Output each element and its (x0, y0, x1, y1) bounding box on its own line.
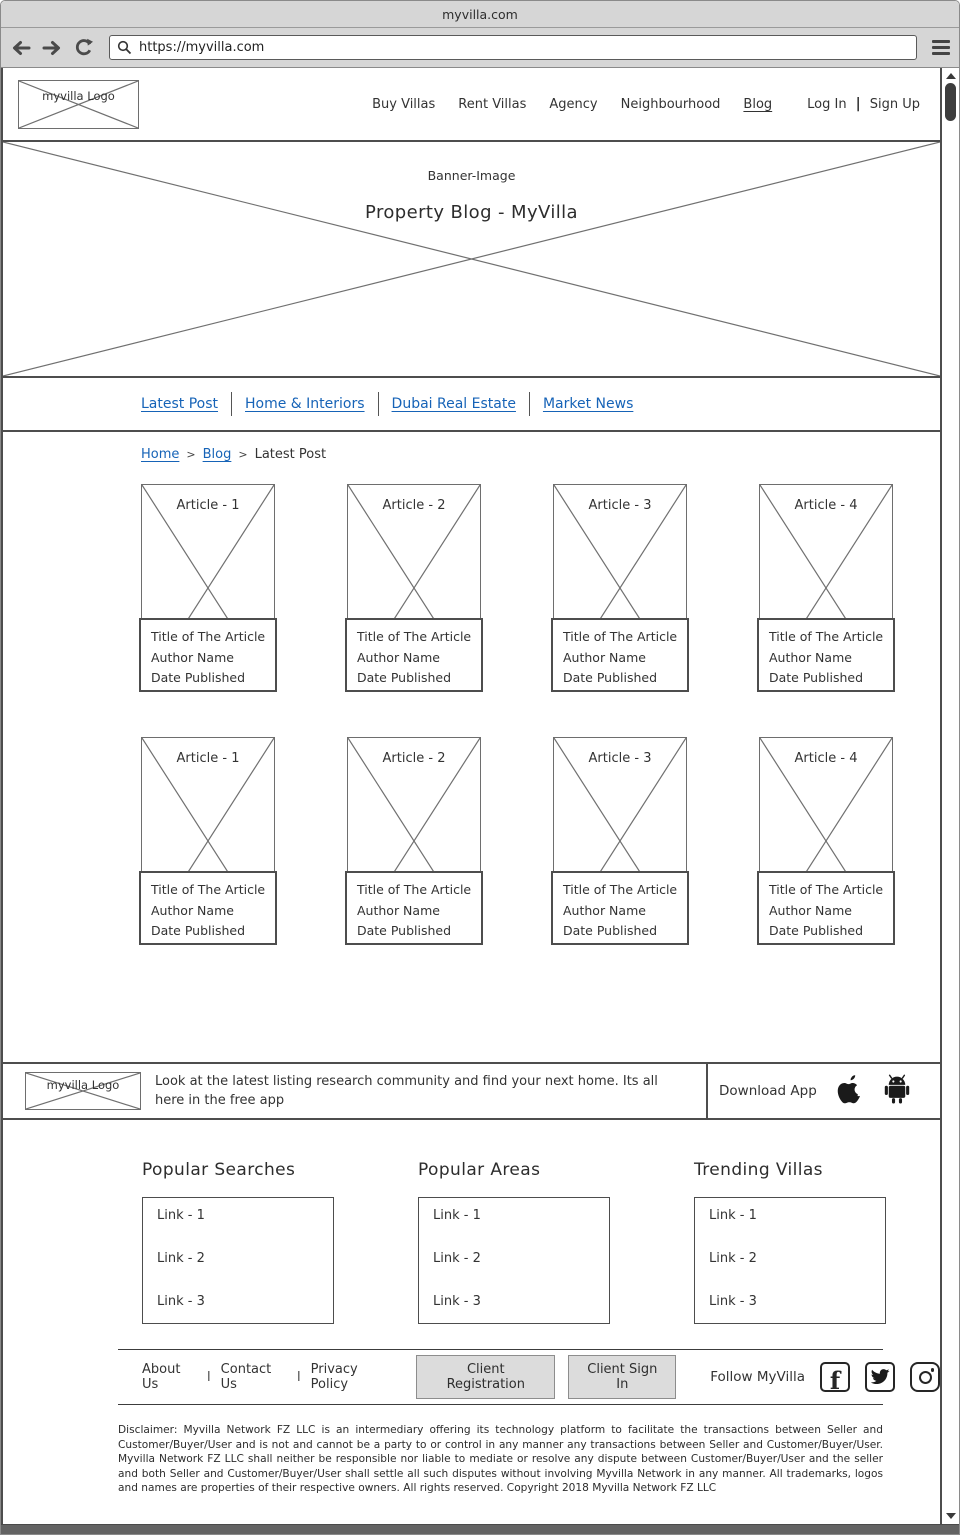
nav-item-buy-villas[interactable]: Buy Villas (372, 96, 436, 112)
article-placeholder-label: Article - 3 (588, 498, 652, 513)
article-info (757, 871, 895, 945)
tab-dubai-real-estate[interactable]: Dubai Real Estate (391, 396, 516, 412)
window-title: myvilla.com (442, 6, 518, 22)
app-strip-left (3, 1064, 708, 1118)
scroll-down-icon[interactable] (946, 1513, 956, 1519)
article-date: Date Published (563, 670, 658, 685)
article-card[interactable] (347, 737, 481, 945)
article-placeholder-label: Article - 4 (794, 751, 858, 766)
article-card[interactable] (553, 484, 687, 692)
article-author: Author Name (357, 902, 440, 918)
banner-image-placeholder (3, 140, 940, 378)
auth-divider: | (855, 96, 861, 112)
article-title[interactable]: Title of The Article (357, 882, 472, 897)
article-info (139, 871, 277, 945)
article-date: Date Published (357, 923, 452, 938)
app-strip-logo (25, 1072, 141, 1110)
main-nav (372, 97, 772, 112)
footer-columns (3, 1160, 940, 1324)
article-info (551, 871, 689, 945)
article-info (139, 618, 277, 692)
site-header (3, 68, 940, 140)
article-author: Author Name (151, 649, 234, 665)
url-text[interactable]: https://myvilla.com (139, 40, 265, 55)
follow-label: Follow MyVilla (710, 1369, 805, 1385)
footer-bar (3, 1350, 940, 1404)
footer-section-title: Popular Searches (142, 1160, 296, 1180)
article-author: Author Name (151, 902, 234, 918)
article-title[interactable]: Title of The Article (563, 882, 678, 897)
footer-link-box (418, 1197, 610, 1324)
article-info (757, 618, 895, 692)
article-date: Date Published (151, 670, 246, 685)
footer-link[interactable]: Link - 3 (709, 1294, 757, 1309)
article-card[interactable] (141, 737, 275, 945)
article-date: Date Published (563, 923, 658, 938)
breadcrumb-separator: > (238, 448, 248, 461)
legal-links (142, 1362, 393, 1392)
article-card[interactable] (759, 484, 893, 692)
article-title[interactable]: Title of The Article (769, 629, 884, 644)
footer-buttons (416, 1355, 676, 1399)
footer-link[interactable]: Link - 2 (709, 1251, 757, 1266)
back-icon[interactable] (10, 38, 32, 58)
breadcrumb (141, 447, 940, 462)
app-download-strip (3, 1062, 940, 1120)
footer-divider-bottom (118, 1404, 883, 1405)
nav-item-blog[interactable]: Blog (743, 96, 773, 112)
download-app-label: Download App (719, 1083, 817, 1099)
facebook-icon[interactable]: f (820, 1362, 850, 1392)
instagram-icon[interactable] (910, 1362, 940, 1392)
disclaimer-text: Disclaimer: Myvilla Network FZ LLC is an intermediary offering its technology platform to facilitate the transactions between Seller and Customer/Buyer/User and is not and cannot be a party to or control in any manner any transactions between Seller and Customer/Buyer/User. Myvilla Network FZ LLC shall neither be responsible nor liable to mediate or resolve any dispute between Customer/Buyer/User and the seller and both Seller and Customer/Buyer/User shall settle all such disputes without involving Myvilla Network in any manner. All trademarks, logos and names are properties of their respective owners. All rights reserved. Copyright 2018 Myvilla Network FZ LLC (118, 1424, 883, 1494)
contact-us-link[interactable]: Contact Us (220, 1362, 272, 1392)
breadcrumb-blog[interactable]: Blog (202, 447, 232, 462)
client-registration-button[interactable]: Client Registration (416, 1355, 555, 1399)
article-placeholder-label: Article - 1 (176, 498, 240, 513)
footer-link[interactable]: Link - 1 (709, 1208, 757, 1223)
breadcrumb-current: Latest Post (254, 447, 327, 462)
address-bar[interactable] (109, 35, 917, 60)
window-titlebar (1, 1, 959, 28)
article-title[interactable]: Title of The Article (151, 629, 266, 644)
article-author: Author Name (769, 649, 852, 665)
article-placeholder-label: Article - 3 (588, 751, 652, 766)
footer-link-box (694, 1197, 886, 1324)
nav-item-rent-villas[interactable]: Rent Villas (458, 96, 527, 112)
page (1, 68, 959, 1524)
breadcrumb-separator: > (186, 448, 196, 461)
app-strip-logo-label: myvilla Logo (46, 1078, 120, 1092)
article-card[interactable] (141, 484, 275, 692)
article-card[interactable] (553, 737, 687, 945)
article-title[interactable]: Title of The Article (357, 629, 472, 644)
scrollbar-thumb[interactable] (945, 83, 956, 121)
article-placeholder-label: Article - 2 (382, 498, 446, 513)
footer-link-box (142, 1197, 334, 1324)
articles-row-1 (141, 484, 940, 692)
article-info (345, 871, 483, 945)
footer-link[interactable]: Link - 3 (157, 1294, 205, 1309)
tab-divider (378, 392, 379, 416)
footer-link[interactable]: Link - 3 (433, 1294, 481, 1309)
tab-divider (231, 392, 232, 416)
articles-row-2 (141, 737, 940, 945)
article-title[interactable]: Title of The Article (563, 629, 678, 644)
footer-section-popular-searches (142, 1160, 334, 1324)
article-date: Date Published (357, 670, 452, 685)
article-placeholder-label: Article - 2 (382, 751, 446, 766)
apple-icon[interactable] (837, 1074, 864, 1108)
app-strip-right (708, 1064, 940, 1118)
legal-separator: I (296, 1369, 301, 1385)
article-date: Date Published (769, 670, 864, 685)
privacy-policy-link[interactable]: Privacy Policy (310, 1362, 358, 1392)
scroll-up-icon[interactable] (946, 73, 956, 79)
category-tabs (3, 378, 940, 432)
about-us-link[interactable]: About Us (142, 1362, 181, 1392)
article-title[interactable]: Title of The Article (151, 882, 266, 897)
browser-toolbar (1, 28, 959, 68)
article-placeholder-label: Article - 1 (176, 751, 240, 766)
footer-link[interactable]: Link - 2 (157, 1251, 205, 1266)
site-footer (3, 1160, 940, 1524)
article-date: Date Published (769, 923, 864, 938)
banner-placeholder-label: Banner-Image (427, 168, 516, 183)
article-card[interactable] (347, 484, 481, 692)
article-title[interactable]: Title of The Article (769, 882, 884, 897)
footer-section-title: Popular Areas (418, 1160, 541, 1180)
menu-icon[interactable] (932, 40, 950, 55)
legal-separator: I (206, 1369, 211, 1385)
tab-home-interiors[interactable]: Home & Interiors (245, 396, 365, 412)
follow-group (710, 1362, 940, 1395)
refresh-icon[interactable] (72, 38, 94, 58)
nav-item-agency[interactable]: Agency (549, 96, 598, 112)
breadcrumb-home[interactable]: Home (141, 447, 180, 462)
app-strip-message: Look at the latest listing research community and find your next home. Its all here in the free app (155, 1074, 658, 1108)
footer-section-title: Trending Villas (694, 1160, 823, 1180)
footer-link[interactable]: Link - 1 (157, 1208, 205, 1223)
nav-item-neighbourhood[interactable]: Neighbourhood (620, 96, 721, 112)
footer-section-trending-villas (694, 1160, 886, 1324)
article-author: Author Name (769, 902, 852, 918)
android-icon[interactable] (884, 1074, 910, 1108)
site-logo[interactable] (18, 80, 139, 129)
article-date: Date Published (151, 923, 246, 938)
article-author: Author Name (563, 902, 646, 918)
main-content (3, 447, 940, 1062)
signup-link[interactable]: Sign Up (869, 96, 920, 112)
tab-market-news[interactable]: Market News (542, 396, 634, 412)
article-author: Author Name (563, 649, 646, 665)
page-title: Property Blog - MyVilla (365, 202, 578, 223)
login-link[interactable]: Log In (807, 96, 847, 112)
window-bottom-strip (1, 1524, 959, 1534)
article-placeholder-label: Article - 4 (794, 498, 858, 513)
footer-section-popular-areas (418, 1160, 610, 1324)
tab-divider (529, 392, 530, 416)
twitter-icon[interactable] (865, 1362, 895, 1392)
site-logo-label: myvilla Logo (42, 88, 115, 103)
tab-latest-post[interactable]: Latest Post (141, 396, 219, 412)
forward-icon[interactable] (41, 38, 63, 58)
auth-links (807, 96, 920, 112)
article-info (345, 618, 483, 692)
page-content (1, 68, 940, 1524)
vertical-scrollbar[interactable] (940, 68, 959, 1524)
footer-link[interactable]: Link - 1 (433, 1208, 481, 1223)
article-card[interactable] (759, 737, 893, 945)
article-info (551, 618, 689, 692)
article-author: Author Name (357, 649, 440, 665)
client-sign-in-button[interactable]: Client Sign In (568, 1355, 676, 1399)
search-icon (117, 40, 132, 55)
footer-link[interactable]: Link - 2 (433, 1251, 481, 1266)
